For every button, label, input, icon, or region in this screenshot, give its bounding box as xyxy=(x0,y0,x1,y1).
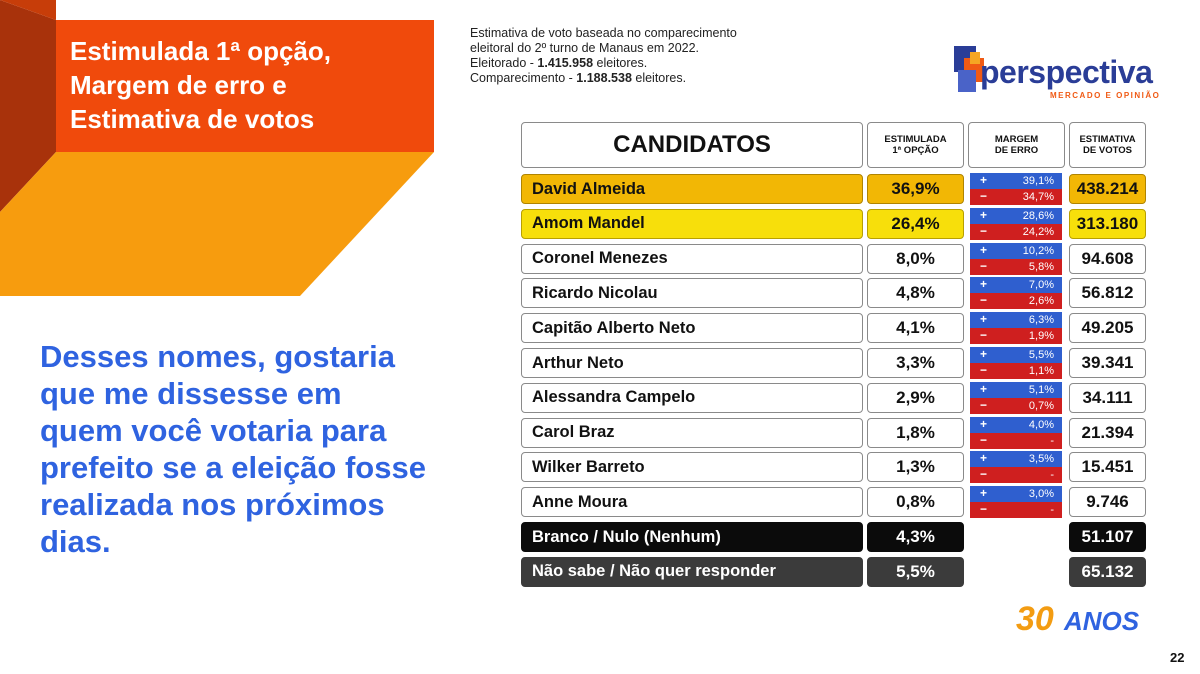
minus-icon: − xyxy=(980,432,988,447)
margin-upper xyxy=(970,417,1062,433)
plus-icon: + xyxy=(980,416,988,431)
margin-upper-value: 7,0% xyxy=(1028,279,1054,292)
minus-icon: − xyxy=(980,258,988,273)
margin-lower xyxy=(970,328,1062,344)
estimativa-value: 56.812 xyxy=(1069,278,1146,308)
margin-upper-value: 10,2% xyxy=(1022,244,1054,257)
note-eleitorado: Eleitorado - 1.415.958 eleitores. xyxy=(470,56,648,70)
slide-title xyxy=(56,20,434,152)
question-line: que me dissesse em xyxy=(40,376,342,411)
candidate-name: Alessandra Campelo xyxy=(521,383,863,413)
margin-lower-value: - xyxy=(1050,504,1054,517)
question-line: quem você votaria para xyxy=(40,413,387,448)
margin-lower-value: 5,8% xyxy=(1028,260,1054,273)
margin-lower xyxy=(970,502,1062,518)
plus-icon: + xyxy=(980,173,988,187)
estimativa-value: 94.608 xyxy=(1069,244,1146,274)
margin-lower-value: 0,7% xyxy=(1028,399,1054,412)
note-line-1: Estimativa de voto baseada no comparecimento xyxy=(470,26,737,40)
margin-upper xyxy=(970,347,1062,363)
margin-lower xyxy=(970,189,1062,205)
estimativa-value: 9.746 xyxy=(1069,487,1146,517)
margin-upper xyxy=(970,451,1062,467)
estimativa-value: 313.180 xyxy=(1069,209,1146,239)
candidate-name: Arthur Neto xyxy=(521,348,863,378)
candidate-name: Amom Mandel xyxy=(521,209,863,239)
margin-upper xyxy=(970,486,1062,502)
note-line-2: eleitoral do 2º turno de Manaus em 2022. xyxy=(470,41,700,55)
question-line: realizada nos próximos xyxy=(40,487,385,522)
margin-upper-value: 5,5% xyxy=(1028,349,1054,361)
estimativa-value: 15.451 xyxy=(1069,452,1146,482)
estimativa-value: 65.132 xyxy=(1069,557,1146,587)
estimativa-value: 51.107 xyxy=(1069,522,1146,552)
minus-icon: − xyxy=(980,223,988,238)
results-table xyxy=(521,122,1146,592)
minus-icon: − xyxy=(980,397,988,412)
title-line-2: Margem de erro e xyxy=(70,70,287,100)
margin-upper xyxy=(970,173,1062,189)
anos-text: ANOS xyxy=(1064,606,1140,636)
margin-upper-value: 4,0% xyxy=(1028,418,1054,431)
estimulada-value: 36,9% xyxy=(867,174,964,204)
estimativa-value: 34.111 xyxy=(1069,383,1146,413)
margin-upper xyxy=(970,243,1062,259)
plus-icon: + xyxy=(980,347,988,361)
estimulada-value: 8,0% xyxy=(867,244,964,274)
margin-lower-value: 1,1% xyxy=(1028,365,1054,377)
margin-lower xyxy=(970,224,1062,240)
question-line: Desses nomes, gostaria xyxy=(40,339,395,374)
candidate-name: Coronel Menezes xyxy=(521,244,863,274)
margin-upper xyxy=(970,277,1062,293)
margin-lower xyxy=(970,467,1062,483)
margin-lower xyxy=(970,293,1062,309)
margin-lower-value: 2,6% xyxy=(1028,295,1054,308)
survey-question xyxy=(40,338,490,560)
estimulada-value: 4,1% xyxy=(867,313,964,343)
estimulada-value: 4,3% xyxy=(867,522,964,552)
methodology-note xyxy=(470,26,800,86)
estimativa-value: 49.205 xyxy=(1069,313,1146,343)
minus-icon: − xyxy=(980,328,988,343)
margin-upper-value: 3,0% xyxy=(1028,488,1054,501)
question-line: prefeito se a eleição fosse xyxy=(40,450,426,485)
candidate-name: David Almeida xyxy=(521,174,863,204)
margin-lower-value: - xyxy=(1050,434,1054,447)
margin-lower-value: 1,9% xyxy=(1028,330,1054,343)
estimulada-value: 2,9% xyxy=(867,383,964,413)
estimulada-value: 1,3% xyxy=(867,452,964,482)
margin-lower xyxy=(970,433,1062,449)
margin-lower xyxy=(970,259,1062,275)
candidate-name: Capitão Alberto Neto xyxy=(521,313,863,343)
logo-text: perspectiva xyxy=(980,54,1153,90)
minus-icon: − xyxy=(980,293,988,308)
minus-icon: − xyxy=(980,189,988,203)
margin-lower xyxy=(970,398,1062,414)
page-number: 22 xyxy=(1170,650,1185,665)
estimulada-value: 26,4% xyxy=(867,209,964,239)
margin-upper-value: 28,6% xyxy=(1022,209,1054,222)
title-line-1: Estimulada 1ª opção, xyxy=(70,36,332,66)
minus-icon: − xyxy=(980,502,988,517)
estimulada-value: 0,8% xyxy=(867,487,964,517)
header-estimativa: ESTIMATIVA DE VOTOS xyxy=(1069,122,1146,168)
estimulada-value: 5,5% xyxy=(867,557,964,587)
title-line-3: Estimativa de votos xyxy=(70,104,315,134)
plus-icon: + xyxy=(980,277,988,292)
candidate-name: Wilker Barreto xyxy=(521,452,863,482)
candidate-name: Ricardo Nicolau xyxy=(521,278,863,308)
estimativa-value: 39.341 xyxy=(1069,348,1146,378)
margin-lower xyxy=(970,363,1062,379)
header-estimulada: ESTIMULADA 1ª OPÇÃO xyxy=(867,122,964,168)
margin-upper-value: 3,5% xyxy=(1028,453,1054,466)
plus-icon: + xyxy=(980,486,988,501)
margin-upper-value: 5,1% xyxy=(1028,383,1054,396)
estimativa-value: 438.214 xyxy=(1069,174,1146,204)
margin-lower-value: 24,2% xyxy=(1022,225,1054,238)
plus-icon: + xyxy=(980,451,988,466)
header-candidatos: CANDIDATOS xyxy=(521,122,863,168)
estimulada-value: 3,3% xyxy=(867,348,964,378)
plus-icon: + xyxy=(980,312,988,327)
margin-upper xyxy=(970,208,1062,224)
candidate-name: Não sabe / Não quer responder xyxy=(521,557,863,587)
header-margem: MARGEM DE ERRO xyxy=(968,122,1065,168)
30-anos-badge xyxy=(1016,600,1156,640)
margin-upper xyxy=(970,382,1062,398)
margin-upper-value: 39,1% xyxy=(1022,175,1054,187)
margin-upper xyxy=(970,312,1062,328)
plus-icon: + xyxy=(980,207,988,222)
question-line: dias. xyxy=(40,524,111,559)
logo-tagline: MERCADO E OPINIÃO xyxy=(1050,91,1161,100)
perspectiva-logo xyxy=(950,36,1160,106)
anos-number: 30 xyxy=(1016,600,1054,638)
note-comparecimento: Comparecimento - 1.188.538 eleitores. xyxy=(470,71,687,85)
candidate-name: Anne Moura xyxy=(521,487,863,517)
estimulada-value: 1,8% xyxy=(867,418,964,448)
candidate-name: Branco / Nulo (Nenhum) xyxy=(521,522,863,552)
plus-icon: + xyxy=(980,242,988,257)
margin-upper-value: 6,3% xyxy=(1028,314,1054,327)
margin-lower-value: 34,7% xyxy=(1022,191,1054,203)
estimativa-value: 21.394 xyxy=(1069,418,1146,448)
minus-icon: − xyxy=(980,467,988,482)
candidate-name: Carol Braz xyxy=(521,418,863,448)
estimulada-value: 4,8% xyxy=(867,278,964,308)
minus-icon: − xyxy=(980,363,988,377)
plus-icon: + xyxy=(980,381,988,396)
margin-lower-value: - xyxy=(1050,469,1054,482)
